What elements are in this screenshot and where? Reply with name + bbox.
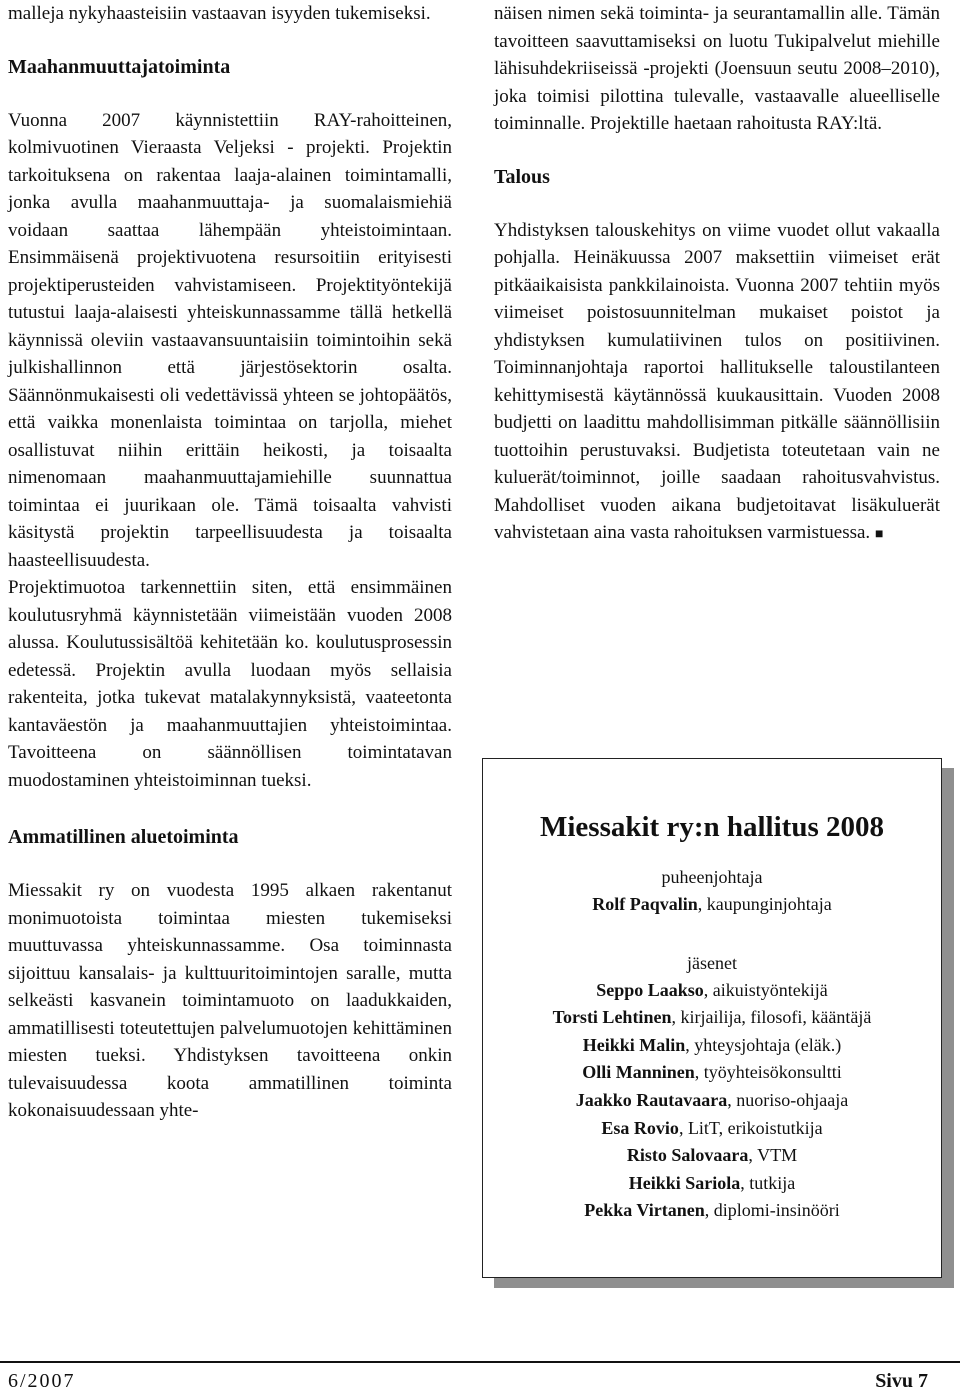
- member-entry: [483, 1197, 941, 1225]
- member-name: Jaakko Rautavaara: [575, 1089, 728, 1110]
- member-title: , tutkija: [740, 1172, 796, 1193]
- section-heading-immigrant-activities: Maahanmuuttajatoiminta: [8, 55, 231, 78]
- chair-entry: [483, 891, 941, 919]
- members-role-label: jäsenet: [687, 952, 737, 973]
- board-title: Miessakit ry:n hallitus 2008: [540, 811, 884, 843]
- right-column: [494, 0, 940, 549]
- member-entry: [483, 1004, 941, 1032]
- member-title: , kirjailija, filosofi, kääntäjä: [671, 1007, 872, 1028]
- member-title: , aikuistyöntekijä: [703, 979, 828, 1000]
- chair-role-label: puheenjohtaja: [661, 867, 763, 887]
- finances-paragraph: [494, 217, 940, 549]
- member-title: , LitT, erikoistutkija: [678, 1117, 823, 1138]
- member-name: Risto Salovaara: [626, 1145, 749, 1166]
- member-name: Seppo Laakso: [596, 979, 704, 1000]
- member-name: Esa Rovio: [601, 1117, 679, 1138]
- member-title: , työyhteisökonsultti: [694, 1062, 842, 1083]
- member-title: , yhteysjohtaja (eläk.): [685, 1034, 842, 1055]
- footer-rule: [0, 1361, 960, 1363]
- board-box: [482, 758, 942, 1278]
- finances-text: Yhdistyksen talouskehitys on viime vuodet ollut vakaalla pohjalla. Heinäkuussa 2007 maksettiin viimeiset erät pitkäaikaisista pankkilainoista. Vuonna 2007 tehtiin myös viimeiset poistosuunnitelman mukaiset poistot ja yhdistyksen kumulatiivinen tulos on positiivinen. Toiminnanjohtaja raportoi hallitukselle taloustilanteen kehittymisestä käytännössä kuukausittain. Vuoden 2008 budjetti on laadittu mahdollisimman pitkälle säännöllisiin tuottoihin perustuvaksi. Budjetista toteutetaan vain ne kuluerät/toiminnot, joille saadaan rahoitusvahvistus. Mahdolliset vuoden aikana budjetoitavat lisäkuluerät vahvistetaan aina vasta rahoituksen varmistuessa.: [494, 219, 940, 543]
- chair-name: Rolf Paqvalin: [592, 894, 698, 914]
- immigrant-paragraph-2: Projektimuotoa tarkennettiin siten, että ensimmäinen koulutusryhmä käynnistetään viimeistään vuoden 2008 alussa. Koulutussisältöä kehitetään ko. koulutusprosessin edetessä. Projektin avulla luodaan myös sellaisia rakenteita, jotka tukevat matalakynnyksistä, vaateetonta kantaväestön ja maahanmuuttajien yhteistoimintaa. Tavoitteena on säännöllisen toimintatavan muodostaminen yhteistoiminnan tueksi.: [8, 577, 452, 791]
- member-entry: [483, 1032, 941, 1060]
- member-name: Heikki Sariola: [628, 1172, 741, 1193]
- left-column: [8, 0, 452, 1125]
- member-entry: [483, 977, 941, 1005]
- chair-title: , kaupunginjohtaja: [697, 894, 832, 914]
- immigrant-paragraph-1: Vuonna 2007 käynnistettiin RAY-rahoitteinen, kolmivuotinen Vieraasta Veljeksi - projekti. Projektin tarkoituksena on rakentaa laaja-alainen toimintamalli, jonka avulla maahanmuuttaja- ja suomalaismiehiä voidaan saattaa lähempään yhteistoimintaan. Ensimmäisenä projektivuotena resursoitiin erityisesti projektiperusteiden vahvistamiseen. Projektityöntekijä tutustui laaja-alaisesti yhteiskunnassamme tällä hetkellä käynnissä oleviin vastaavansuuntaisiin toimintoihin sekä julkishallinnon että järjestösektorin osalta. Säännönmukaisesti oli vedettävissä yhteen se johtopäätös, että vaikka monenlaista toimintaa on tarjolla, miehet osallistuvat niihin erittäin heikosti, ja toisaalta nimenomaan maahanmuuttajamiehille suunnattua toimintaa ei juurikaan ole. Tämä toisaalta vahvisti käsitystä projektin tarpeellisuudesta ja toisaalta haasteellisuudesta.: [8, 109, 452, 571]
- member-entry: [483, 1170, 941, 1198]
- end-mark-icon: ■: [874, 527, 884, 542]
- continued-paragraph: näisen nimen sekä toiminta- ja seurantamallin alle. Tämän tavoitteen saavuttamiseksi on luotu Tukipalvelut miehille lähisuhdekriiseissä -projekti (Joensuun seutu 2008–2010), joka toimisi pilottina tulevalle, vastaavalle alueelliselle toiminnalle. Projektille haetaan rahoitusta RAY:ltä.: [494, 3, 940, 134]
- member-name: Torsti Lehtinen: [552, 1007, 672, 1028]
- member-entry: [483, 1087, 941, 1115]
- member-title: , VTM: [748, 1145, 798, 1166]
- intro-paragraph: malleja nykyhaasteisiin vastaavan isyyden tukemiseksi.: [8, 3, 431, 24]
- section-heading-professional-activities: Ammatillinen aluetoiminta: [8, 826, 239, 848]
- member-name: Olli Manninen: [582, 1062, 695, 1083]
- professional-paragraph: Miessakit ry on vuodesta 1995 alkaen rakentanut monimuotoista toimintaa miesten tukemiseksi muuttuvassa yhteiskunnassamme. Osa toiminnasta sijoittuu kansalais- ja kulttuuritoimintojen saralle, mutta selkeästi kasvanein toimintamuoto on laadukkaiden, ammatillisesti toteutettujen palvelumuotojen kehittäminen miesten tueksi. Yhdistyksen tavoitteena onkin tulevaisuudessa koota ammatillinen toiminta kokonaisuudessaan yhte-: [8, 880, 452, 1121]
- member-title: , diplomi-insinööri: [704, 1200, 840, 1221]
- page-number: Sivu 7: [875, 1370, 928, 1392]
- member-title: , nuoriso-ohjaaja: [727, 1089, 849, 1110]
- member-entry: [483, 1142, 941, 1170]
- member-name: Pekka Virtanen: [584, 1200, 705, 1221]
- section-heading-finances: Talous: [494, 165, 550, 188]
- member-entry: [483, 1059, 941, 1087]
- member-entry: [483, 1115, 941, 1143]
- issue-number: 6/2007: [8, 1370, 76, 1392]
- member-name: Heikki Malin: [582, 1034, 686, 1055]
